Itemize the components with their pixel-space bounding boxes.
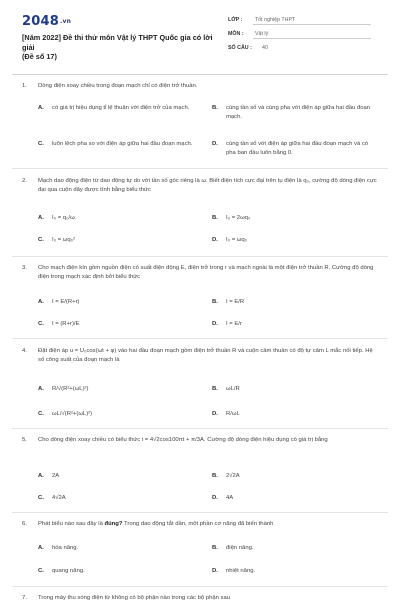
stem-text-bold: đúng? <box>104 521 123 527</box>
question-number: 1. <box>22 83 27 89</box>
stem-text-pre: Phát biểu nào sau đây là <box>38 521 105 527</box>
meta-class-key: LỚP : <box>228 17 243 23</box>
option-text: I₀ = q₀/ω <box>52 215 75 221</box>
question-number: 3. <box>22 265 27 271</box>
question-stem <box>38 520 378 529</box>
option-text: I = E/(R+r) <box>52 299 80 305</box>
option-text: ωL/√(R²+(ωL)²) <box>52 411 93 417</box>
logo-main: 2048 <box>22 14 59 29</box>
option-text: ωL/R <box>226 386 240 392</box>
option-text: R/ωL <box>226 411 240 417</box>
divider <box>12 512 388 513</box>
option-letter: D. <box>212 321 218 327</box>
option-letter: C. <box>38 321 44 327</box>
meta-class-value: Tốt nghiệp THPT <box>255 17 296 23</box>
question-stem: Cho dòng điện xoay chiều có biểu thức i = 4√2cos100πt + π/3A. Cường độ dòng điện hiệu dụng có giá trị bằng <box>38 437 328 443</box>
divider <box>12 256 388 257</box>
question-stem: Cho mạch điện kín gồm nguồn điện có suất điện động E, điện trở trong r và mạch ngoài là một điện trở thuần R. Cường độ dòng điện trong mạch xác định bởi biểu thức <box>38 265 374 280</box>
question-number: 2. <box>22 178 27 184</box>
divider <box>12 338 388 339</box>
meta-count-key: SỐ CÂU : <box>228 45 252 51</box>
option-text: 4A <box>226 495 234 501</box>
option-text: R/√(R²+(ωL)²) <box>52 386 89 392</box>
divider <box>12 428 388 429</box>
option-letter: B. <box>212 215 218 221</box>
option-letter: B. <box>212 386 218 392</box>
question-stem: Mạch dao động điện từ dao động tự do với tần số góc riêng là ω. Biết điện tích cực đại trên tụ điện là q₀, cường độ dòng điện cực đại qua cuộn dây được tính bằng biểu thức <box>38 178 377 193</box>
stem-text-post: Trong dao động tắt dần, một phần cơ năng đã biến thành <box>122 521 274 527</box>
option-text: I₀ = ωq₀ <box>226 237 248 243</box>
option-letter: A. <box>38 105 44 111</box>
option-letter: D. <box>212 411 218 417</box>
exam-title-line2: (Đề số 17) <box>22 52 57 61</box>
site-logo[interactable] <box>22 14 71 29</box>
logo-suffix: .vn <box>59 18 72 25</box>
option-text: luôn lệch pha so với điện áp giữa hai đầu đoạn mạch. <box>52 141 193 147</box>
question-number: 6. <box>22 521 27 527</box>
option-text: 2√2A <box>226 473 240 479</box>
option-letter: C. <box>38 495 44 501</box>
option-letter: D. <box>212 568 218 574</box>
option-letter: B. <box>212 299 218 305</box>
option-letter: C. <box>38 237 44 243</box>
option-letter: A. <box>38 215 44 221</box>
option-text: cùng tần số với điện áp giữa hai đầu đoạn mạch và có pha ban đầu luôn bằng 0. <box>226 141 369 156</box>
option-letter: A. <box>38 299 44 305</box>
option-letter: D. <box>212 141 218 147</box>
option-text: nhiệt năng. <box>226 568 256 574</box>
option-letter: A. <box>38 473 44 479</box>
option-letter: A. <box>38 545 44 551</box>
meta-subject-key: MÔN : <box>228 31 244 37</box>
option-text: hóa năng. <box>52 545 79 551</box>
option-text: I = E/r <box>226 321 242 327</box>
option-text: I = E/R <box>226 299 245 305</box>
option-letter: C. <box>38 568 44 574</box>
option-letter: A. <box>38 386 44 392</box>
option-text: 2A <box>52 473 60 479</box>
option-letter: D. <box>212 237 218 243</box>
question-stem: Dòng điện xoay chiều trong đoạn mạch chỉ có điện trở thuần. <box>38 83 198 89</box>
exam-title <box>22 33 222 62</box>
question-number: 7. <box>22 595 27 601</box>
exam-title-line1: [Năm 2022] Đề thi thử môn Vật lý THPT Quốc gia có lời giải <box>22 33 213 52</box>
divider <box>12 586 388 587</box>
meta-count-value: 40 <box>262 45 268 51</box>
option-text: I = (R+r)/E <box>52 321 80 327</box>
header-divider <box>12 74 388 75</box>
option-text: 4√2A <box>52 495 66 501</box>
option-text: điện năng. <box>226 545 254 551</box>
option-text: cùng tần số và cùng pha với điện áp giữa hai đầu đoạn mạch. <box>226 105 371 120</box>
option-letter: B. <box>212 545 218 551</box>
option-letter: B. <box>212 473 218 479</box>
header <box>0 0 400 66</box>
option-text: có giá trị hiệu dụng tỉ lệ thuận với điện trở của mạch. <box>52 105 190 111</box>
option-letter: B. <box>212 105 218 111</box>
question-number: 4. <box>22 348 27 354</box>
meta-subject-value: Vật lý <box>255 31 269 37</box>
option-text: I₀ = ωq₀² <box>52 237 76 243</box>
option-letter: D. <box>212 495 218 501</box>
question-stem: Đặt điện áp u = U₀cos(ωt + φ) vào hai đầu đoạn mạch gồm điện trở thuần R và cuộn cảm thuần có độ tự cảm L mắc nối tiếp. Hệ số công suất của đoạn mạch là <box>38 348 373 363</box>
option-letter: C. <box>38 411 44 417</box>
option-text: quang năng. <box>52 568 85 574</box>
question-stem: Trong máy thu sóng điện từ không có bộ phận nào trong các bộ phận sau <box>38 595 231 601</box>
option-text: I₀ = 2ωq₀ <box>226 215 251 221</box>
option-letter: C. <box>38 141 44 147</box>
divider <box>12 168 388 169</box>
question-number: 5. <box>22 437 27 443</box>
